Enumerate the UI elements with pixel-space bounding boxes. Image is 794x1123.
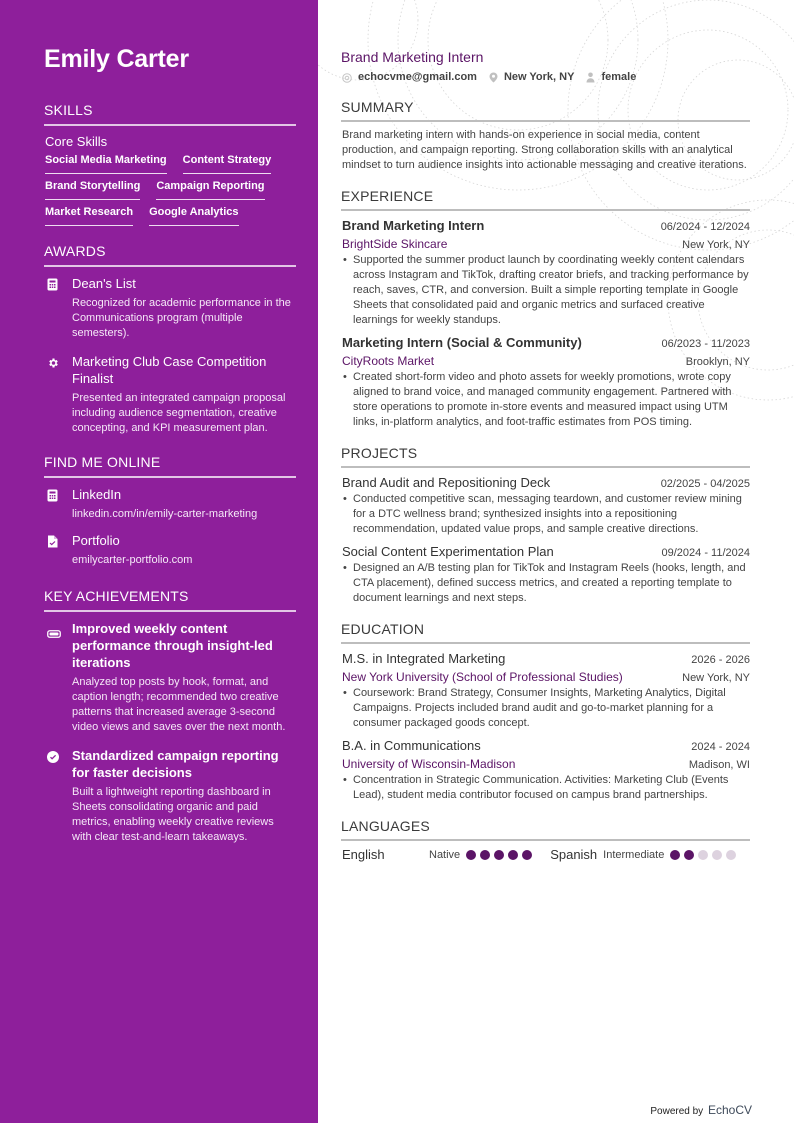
contact-bar — [341, 70, 750, 85]
entry-title: Brand Marketing Intern — [342, 218, 485, 233]
entry-organization: BrightSide Skincare — [342, 237, 448, 251]
skills-section — [44, 102, 296, 231]
entry-organization: University of Wisconsin-Madison — [342, 757, 516, 771]
skill-chip: Content Strategy — [183, 153, 272, 174]
job-title: Brand Marketing Intern — [341, 49, 484, 65]
summary-heading: SUMMARY — [341, 99, 750, 122]
languages-heading: LANGUAGES — [341, 818, 750, 841]
language-item-spanish — [550, 847, 736, 862]
dot-filled — [522, 850, 532, 860]
dot-empty — [726, 850, 736, 860]
skill-list — [44, 153, 296, 231]
achievement-description: Built a lightweight reporting dashboard in Sheets consolidating organic and paid metrics, enabling weekly creative reviews with clear test-and-learn takeaways. — [72, 786, 274, 843]
projects-heading: PROJECTS — [341, 445, 750, 468]
achievement-item — [44, 747, 296, 851]
achievements-section — [44, 588, 296, 851]
calculator-icon — [44, 486, 72, 526]
entry-title: Social Content Experimentation Plan — [342, 544, 554, 559]
contact-location: New York, NY — [489, 70, 575, 85]
award-description: Recognized for academic performance in the Communications program (multiple semesters). — [72, 297, 291, 339]
languages-section — [341, 818, 750, 862]
skills-subheading: Core Skills — [45, 134, 108, 149]
skills-heading: SKILLS — [44, 102, 296, 126]
dot-filled — [508, 850, 518, 860]
achievement-item — [44, 620, 296, 741]
entry-dates: 06/2023 - 11/2023 — [661, 338, 750, 350]
achievement-description: Analyzed top posts by hook, format, and caption length; recommended two creative patterns that increased average 3-second video views and saves over the next month. — [72, 676, 286, 733]
gear-icon — [44, 353, 72, 442]
entry-title: B.A. in Communications — [342, 738, 481, 753]
footer-powered-by — [650, 1103, 752, 1117]
language-name: Spanish — [550, 847, 598, 862]
contact-email[interactable]: echocvme@gmail.com — [342, 70, 477, 85]
achievement-title: Standardized campaign reporting for faster decisions — [72, 748, 279, 780]
calculator-icon — [44, 275, 72, 347]
entry-bullet: • Designed an A/B testing plan for TikTok and Instagram Reels (hooks, length, and CTA placement), defined success metrics, and created a reporting template to document learnings and next steps. — [342, 561, 750, 606]
entry-dates: 2024 - 2024 — [691, 741, 750, 753]
award-item — [44, 353, 296, 442]
online-section — [44, 454, 296, 572]
dot-filled — [670, 850, 680, 860]
project-entry — [341, 474, 750, 537]
person-icon — [586, 72, 595, 83]
portfolio-link[interactable]: emilycarter-portfolio.com — [72, 554, 193, 566]
entry-bullet: • Concentration in Strategic Communication. Activities: Marketing Club (Events Lead), student media contributor focused on campus brand partnerships. — [342, 773, 750, 803]
experience-entry — [341, 217, 750, 328]
entry-dates: 06/2024 - 12/2024 — [660, 221, 750, 233]
brand-link[interactable]: EchoCV — [707, 1103, 752, 1117]
skill-chip: Market Research — [45, 205, 133, 226]
candidate-name: Emily Carter — [44, 45, 189, 73]
entry-bullet: • Created short-form video and photo assets for weekly promotions, wrote copy aligned to brand voice, and managed community engagement. Partnered with store operations to promote in-store events and measured impact using UTM links, in-platform analytics, and foot-traffic estimates from POS timing. — [342, 370, 750, 430]
summary-text: Brand marketing intern with hands-on experience in social media, content production, and campaign reporting. Strong collaboration skills with an analytical mindset to turn audience insights into actionable messaging and creative iterations. — [342, 129, 747, 171]
online-item-portfolio — [44, 532, 296, 572]
at-icon — [342, 73, 352, 83]
awards-section — [44, 243, 296, 442]
dot-filled — [480, 850, 490, 860]
online-title: Portfolio — [72, 533, 120, 548]
project-entry — [341, 543, 750, 606]
entry-bullet: • Conducted competitive scan, messaging teardown, and customer review mining for a DTC wellness brand; synthesized insights into a repositioning recommendation, updated value props, and sample creative directions. — [342, 492, 750, 537]
dot-empty — [712, 850, 722, 860]
language-level: Intermediate — [603, 848, 665, 861]
entry-location: New York, NY — [682, 672, 750, 684]
skill-chip: Campaign Reporting — [156, 179, 264, 200]
powered-by-label: Powered by — [650, 1106, 704, 1117]
dot-filled — [466, 850, 476, 860]
language-item-english — [342, 847, 532, 862]
entry-location: Brooklyn, NY — [685, 356, 750, 368]
education-entry — [341, 737, 750, 803]
entry-bullet: • Supported the summer product launch by coordinating weekly content calendars across Instagram and TikTok, drafting creator briefs, and tracking performance by reach, saves, CTR, and conversion. Built a simple reporting template in Google Sheets that consolidated paid and organic metrics and surfaced creative learnings for weekly standups. — [342, 253, 750, 328]
award-title: Marketing Club Case Competition Finalist — [72, 354, 267, 386]
awards-heading: AWARDS — [44, 243, 296, 267]
proficiency-dots — [466, 850, 532, 860]
online-heading: FIND ME ONLINE — [44, 454, 296, 478]
proficiency-dots — [670, 850, 736, 860]
skill-chip: Brand Storytelling — [45, 179, 140, 200]
dot-filled — [494, 850, 504, 860]
entry-title: M.S. in Integrated Marketing — [342, 651, 506, 666]
file-check-icon — [44, 532, 72, 572]
dot-filled — [684, 850, 694, 860]
education-section — [341, 621, 750, 803]
language-level: Native — [429, 848, 461, 861]
entry-dates: 02/2025 - 04/2025 — [660, 478, 750, 490]
entry-title: Marketing Intern (Social & Community) — [342, 335, 582, 350]
entry-location: Madison, WI — [688, 759, 750, 771]
entry-dates: 2026 - 2026 — [691, 654, 750, 666]
experience-section — [341, 188, 750, 430]
map-pin-icon — [489, 72, 498, 83]
dot-empty — [698, 850, 708, 860]
summary-section — [341, 99, 750, 173]
award-title: Dean's List — [72, 276, 136, 291]
skill-chip: Social Media Marketing — [45, 153, 167, 174]
achievements-heading: KEY ACHIEVEMENTS — [44, 588, 296, 612]
education-heading: EDUCATION — [341, 621, 750, 644]
award-description: Presented an integrated campaign proposal including audience segmentation, creative concepting, and KPI measurement plan. — [72, 392, 286, 434]
online-item-linkedin — [44, 486, 296, 526]
experience-heading: EXPERIENCE — [341, 188, 750, 211]
entry-organization: CityRoots Market — [342, 354, 435, 368]
experience-entry — [341, 334, 750, 430]
award-item — [44, 275, 296, 347]
language-name: English — [342, 847, 385, 862]
contact-gender: female — [586, 70, 636, 85]
check-circle-icon — [44, 747, 72, 851]
entry-organization: New York University (School of Professional Studies) — [342, 670, 623, 684]
entry-bullet: • Coursework: Brand Strategy, Consumer Insights, Marketing Analytics, Digital Campaigns. Projects included brand audit and go-to-market planning for a consumer packaged goods concept. — [342, 686, 750, 731]
online-title: LinkedIn — [72, 487, 122, 502]
linkedin-link[interactable]: linkedin.com/in/emily-carter-marketing — [72, 508, 258, 520]
entry-location: New York, NY — [682, 239, 750, 251]
skill-chip: Google Analytics — [149, 205, 238, 226]
projects-section — [341, 445, 750, 606]
achievement-title: Improved weekly content performance through insight-led iterations — [72, 621, 273, 670]
entry-dates: 09/2024 - 11/2024 — [661, 547, 750, 559]
language-list — [341, 847, 750, 862]
sidebar — [0, 0, 318, 1123]
battery-icon — [44, 620, 72, 741]
education-entry — [341, 650, 750, 731]
main-content — [318, 0, 794, 1123]
entry-title: Brand Audit and Repositioning Deck — [342, 475, 551, 490]
